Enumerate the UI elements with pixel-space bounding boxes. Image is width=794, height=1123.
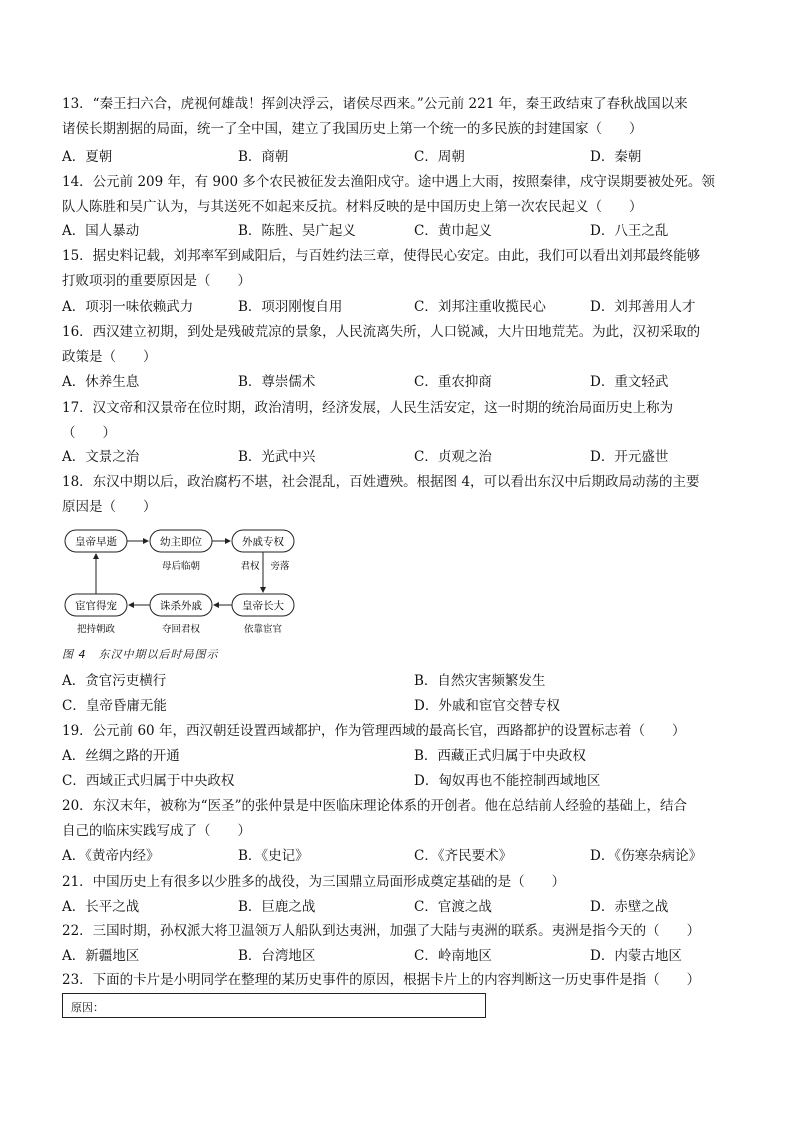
question-text: 队人陈胜和吴广认为，与其送死不如起来反抗。材料反映的是中国历史上第一次农民起义（ ） — [62, 198, 643, 215]
svg-text:外戚专权: 外戚专权 — [242, 536, 284, 548]
question-21 — [62, 870, 730, 895]
note-imperial-power: 君权 — [240, 561, 260, 572]
option-d[interactable]: D．重文轻武 — [590, 374, 669, 390]
note-empress-regent: 母后临朝 — [161, 561, 201, 572]
question-text: 22．三国时期，孙权派大将卫温领万人船队到达夷洲，加强了大陆与夷洲的联系。夷洲是指今天的（ ） — [62, 923, 701, 939]
note-regain-power: 夺回君权 — [161, 624, 201, 635]
question-22 — [62, 919, 730, 944]
options-20 — [62, 844, 730, 868]
card-label: 原因： — [71, 1001, 104, 1014]
question-text: 诸侯长期割据的局面，统一了全中国，建立了我国历史上第一个统一的多民族的封建国家（ ） — [62, 120, 643, 137]
option-c[interactable]: C．岭南地区 — [414, 948, 492, 964]
option-a[interactable]: A．贪官污吏横行 — [62, 673, 167, 689]
question-17 — [62, 396, 730, 445]
options-13 — [62, 145, 730, 169]
node-emperor-early-death — [65, 530, 127, 552]
options-14 — [62, 219, 730, 243]
node-emperor-grown — [232, 594, 294, 616]
option-a[interactable]: A．休养生息 — [62, 374, 140, 390]
option-c[interactable]: C．贞观之治 — [414, 449, 492, 465]
svg-text:皇帝长大: 皇帝长大 — [242, 600, 284, 612]
question-16 — [62, 320, 730, 369]
node-eunuch-favored — [65, 594, 127, 616]
options-18-row2 — [62, 694, 730, 718]
question-text: 政策是（ ） — [62, 348, 157, 365]
option-d[interactable]: D．匈奴再也不能控制西域地区 — [414, 773, 601, 789]
option-d[interactable]: D．秦朝 — [590, 149, 642, 165]
question-text: 17．汉文帝和汉景帝在位时期，政治清明，经济发展，人民生活安定，这一时期的统治局面历史上称为 — [62, 400, 674, 416]
options-19-row2 — [62, 769, 730, 793]
node-child-emperor — [150, 530, 212, 552]
option-a[interactable]: A．新疆地区 — [62, 948, 140, 964]
option-c[interactable]: C．皇帝昏庸无能 — [62, 698, 167, 714]
question-text: 15．据史料记载，刘邦率军到咸阳后，与百姓约法三章，使得民心安定。由此，我们可以看出刘邦最终能够 — [62, 248, 701, 264]
options-21 — [62, 895, 730, 919]
note-rely-eunuch: 依靠宦官 — [243, 624, 283, 635]
option-c[interactable]: C．官渡之战 — [414, 899, 492, 915]
option-b[interactable]: B．《史记》 — [238, 848, 309, 864]
option-c[interactable]: C．刘邦注重收揽民心 — [414, 299, 546, 315]
question-text: 自己的临床实践写成了（ ） — [62, 822, 251, 839]
option-d[interactable]: D．开元盛世 — [590, 449, 669, 465]
question-text: 原因是（ ） — [62, 498, 157, 515]
option-b[interactable]: B．尊崇儒术 — [238, 374, 316, 390]
option-a[interactable]: A．夏朝 — [62, 149, 113, 165]
figure-caption: 图 4 东汉中期以后时局图示 — [62, 648, 219, 661]
note-declined: 旁落 — [270, 561, 290, 572]
option-c[interactable]: C．重农抑商 — [414, 374, 492, 390]
option-b[interactable]: B．西藏正式归属于中央政权 — [414, 748, 586, 764]
question-19 — [62, 719, 730, 744]
options-19-row1 — [62, 744, 730, 768]
option-b[interactable]: B．陈胜、吴广起义 — [238, 223, 356, 239]
figure-4-flowchart — [62, 528, 312, 640]
option-d[interactable]: D．八王之乱 — [590, 223, 669, 239]
option-d[interactable]: D．《伤寒杂病论》 — [590, 848, 703, 864]
node-kill-consort-clan — [150, 594, 212, 616]
option-b[interactable]: B．台湾地区 — [238, 948, 316, 964]
note-control-court: 把持朝政 — [76, 624, 116, 635]
option-d[interactable]: D．赤壁之战 — [590, 899, 669, 915]
question-text: 20．东汉末年，被称为“医圣”的张仲景是中医临床理论体系的开创者。他在总结前人经验的基础上，结合 — [62, 798, 687, 814]
question-13 — [62, 92, 730, 141]
option-a[interactable]: A．《黄帝内经》 — [62, 848, 160, 864]
options-15 — [62, 295, 730, 319]
option-d[interactable]: D．外戚和宦官交替专权 — [414, 698, 560, 714]
question-text: 23．下面的卡片是小明同学在整理的某历史事件的原因，根据卡片上的内容判断这一历史事件是指（ ） — [62, 972, 701, 988]
options-18-row1 — [62, 669, 730, 693]
question-text: 打败项羽的重要原因是（ ） — [62, 272, 251, 289]
options-22 — [62, 944, 730, 968]
option-d[interactable]: D．内蒙古地区 — [590, 948, 682, 964]
option-b[interactable]: B．巨鹿之战 — [238, 899, 316, 915]
option-a[interactable]: A．文景之治 — [62, 449, 140, 465]
option-b[interactable]: B．项羽刚愎自用 — [238, 299, 343, 315]
question-text: （ ） — [62, 424, 116, 441]
question-text: 13．“秦王扫六合，虎视何雄哉！挥剑决浮云，诸侯尽西来。”公元前 221 年，秦王政结束了春秋战国以来 — [62, 96, 688, 112]
question-15 — [62, 244, 730, 293]
question-text: 16．西汉建立初期，到处是残破荒凉的景象，人民流离失所，人口锐减，大片田地荒芜。为此，汉初采取的 — [62, 324, 701, 340]
option-b[interactable]: B．商朝 — [238, 149, 289, 165]
option-a[interactable]: A．丝绸之路的开通 — [62, 748, 180, 764]
svg-text:幼主即位: 幼主即位 — [160, 536, 202, 548]
option-a[interactable]: A．国人暴动 — [62, 223, 140, 239]
question-text: 14．公元前 209 年，有 900 多个农民被征发去渔阳戍守。途中遇上大雨，按照秦律，戍守误期要被处死。领 — [62, 174, 715, 190]
options-17 — [62, 445, 730, 469]
option-a[interactable]: A．项羽一味依赖武力 — [62, 299, 194, 315]
option-a[interactable]: A．长平之战 — [62, 899, 140, 915]
option-c[interactable]: C．周朝 — [414, 149, 465, 165]
question-23 — [62, 968, 730, 993]
option-c[interactable]: C．西域正式归属于中央政权 — [62, 773, 235, 789]
reason-card — [62, 993, 486, 1018]
svg-text:宦官得宠: 宦官得宠 — [75, 600, 117, 612]
options-16 — [62, 370, 730, 394]
svg-text:皇帝早逝: 皇帝早逝 — [75, 536, 117, 548]
option-d[interactable]: D．刘邦善用人才 — [590, 299, 696, 315]
question-20 — [62, 794, 730, 843]
node-consort-clan-power — [232, 530, 294, 552]
option-b[interactable]: B．光武中兴 — [238, 449, 316, 465]
question-18 — [62, 470, 730, 519]
option-c[interactable]: C．黄巾起义 — [414, 223, 492, 239]
question-14 — [62, 170, 730, 219]
option-c[interactable]: C．《齐民要术》 — [414, 848, 513, 864]
svg-text:诛杀外戚: 诛杀外戚 — [160, 600, 202, 612]
option-b[interactable]: B．自然灾害频繁发生 — [414, 673, 546, 689]
question-text: 18．东汉中期以后，政治腐朽不堪，社会混乱，百姓遭殃。根据图 4，可以看出东汉中后期政局动荡的主要 — [62, 474, 700, 490]
question-text: 21．中国历史上有很多以少胜多的战役，为三国鼎立局面形成奠定基础的是（ ） — [62, 874, 566, 890]
question-text: 19．公元前 60 年，西汉朝廷设置西域都护，作为管理西域的最高长官，西路都护的设置标志着（ ） — [62, 723, 686, 739]
